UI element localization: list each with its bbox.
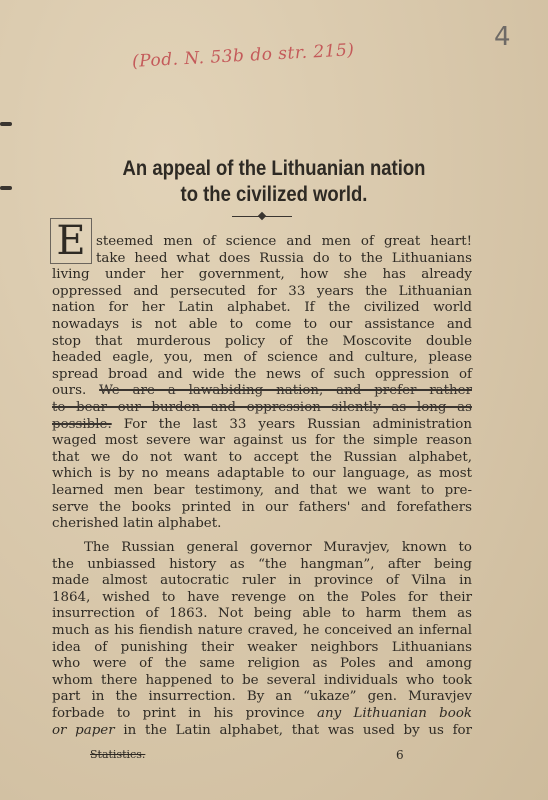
edge-mark [0, 186, 12, 190]
text-line [52, 400, 472, 417]
document-title [68, 156, 480, 208]
text-line [52, 723, 472, 740]
text-line: much as his fiendish nature craved, he conceived an infernal [52, 622, 472, 638]
text-line: 1864, wished to have revenge on the Poles for their [52, 589, 472, 605]
text-line: stop that murderous policy of the Moscovite double [52, 333, 472, 349]
text-line: who were of the same religion as Poles and among [52, 656, 472, 672]
text-line: insurrection of 1863. Not being able to harm them as [52, 606, 472, 622]
text-line: nation for her Latin alphabet. If the civilized world [52, 300, 472, 316]
text-line: which is by no means adaptable to our language, as most [52, 466, 472, 482]
handwritten-reference: (Pod. N. 53b do str. 215) [131, 40, 355, 72]
text-line: made almost autocratic ruler in province of Vilna in [52, 573, 472, 589]
text-line: nowadays is not able to come to our assistance and [52, 316, 472, 332]
drop-cap: E [50, 218, 92, 264]
text-line: learned men bear testimony, and that we want to pre- [52, 482, 472, 498]
struck-text: We are a lawabiding nation, and prefer rather [99, 383, 472, 399]
text-line: the unbiassed history as “the hangman”, after being [52, 556, 472, 572]
footer-page-number: 6 [396, 748, 404, 762]
text-line: steemed men of science and men of great heart! [96, 234, 472, 249]
text-line: that we do not want to accept the Russian alphabet, [52, 449, 472, 465]
text-segment: ours. [52, 383, 87, 399]
title-line-1: An appeal of the Lithuanian nation [122, 157, 426, 180]
text-line [52, 383, 472, 400]
paragraph-1 [52, 267, 472, 533]
italic-text: any Lithuanian book [316, 705, 472, 721]
title-line-2: to the civilized world. [180, 183, 368, 206]
text-line: living under her government, how she has already [52, 267, 472, 283]
text-line: The Russian general governor Muravjev, known to [84, 540, 472, 555]
text-line [52, 706, 472, 723]
text-line: oppressed and persecuted for 33 years the Lithuanian [52, 283, 472, 299]
footer-signature: Statistics. [90, 748, 146, 761]
text-line: whom there happened to be several individuals who took [52, 672, 472, 688]
italic-text: or paper [52, 722, 115, 738]
text-line: take heed what does Russia do to the Lithuanians [96, 250, 472, 266]
text-line: headed eagle, you, men of science and culture, please [52, 350, 472, 366]
text-line: idea of punishing their weaker neighbors Lithuanians [52, 639, 472, 655]
text-segment: in the Latin alphabet, that was used by us for [123, 722, 472, 738]
text-line: spread broad and wide the news of such oppression of [52, 366, 472, 382]
text-line: serve the books printed in our fathers' and forefathers [52, 499, 472, 515]
edge-mark [0, 122, 12, 126]
text-line: part in the insurrection. By an “ukaze” gen. Muravjev [52, 689, 472, 705]
paragraph-1-opening [96, 234, 472, 267]
text-line: cherished latin alphabet. [52, 516, 222, 532]
handwritten-page-number: 4 [494, 22, 511, 52]
struck-text: to bear our burden and oppression silently as long as [52, 399, 472, 415]
text-segment: forbade to print in his province [52, 705, 305, 721]
divider-ornament [258, 212, 266, 220]
text-line: waged most severe war against us for the simple reason [52, 433, 472, 449]
struck-text: possible. [52, 416, 112, 432]
paragraph-2 [52, 540, 472, 739]
text-line [52, 417, 472, 434]
text-segment: For the last 33 years Russian administration [123, 416, 472, 432]
